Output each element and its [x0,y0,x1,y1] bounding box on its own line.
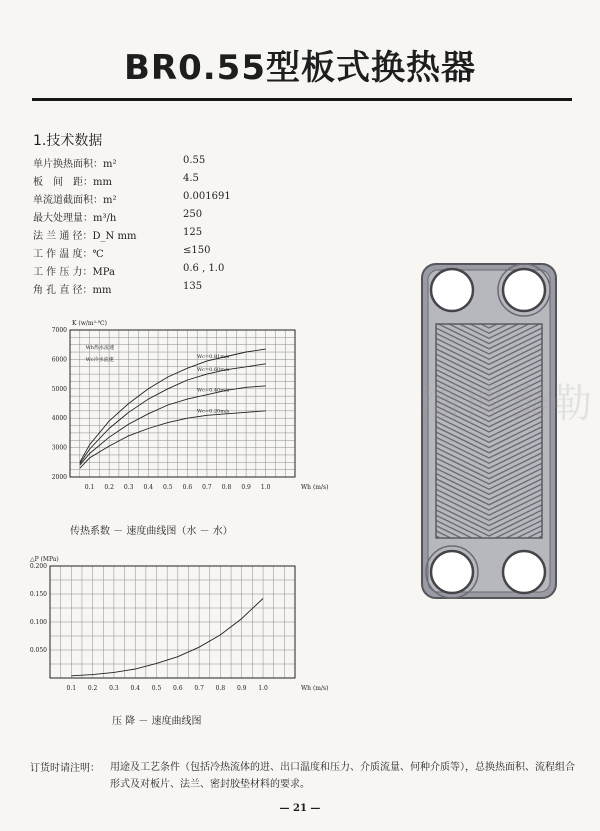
x-tick-label: 1.0 [260,484,271,491]
series-line [80,364,266,464]
series-label: Wc=0.60m/s [196,367,230,374]
y-tick-label: 4000 [51,415,67,423]
y-tick-label: 6000 [51,356,67,364]
chart-grid [70,330,295,477]
y-axis-label: K (w/m²·℃) [72,320,107,327]
x-tick-label: 0.2 [87,685,98,692]
heat-transfer-chart [25,312,335,497]
spec-row-pressure [33,263,333,281]
x-axis-label: Wh (m/s) [301,484,329,491]
x-tick-label: 0.5 [151,685,162,692]
heat-transfer-caption: 传热系数 － 速度曲线图（水 － 水） [70,526,233,537]
legend-entry: Wh热水流速 [85,345,115,352]
x-tick-label: 0.9 [236,685,247,692]
x-tick-label: 0.4 [143,484,154,491]
spec-label: 单片换热面积：m² [33,159,117,170]
spec-label: 工 作 温 度：℃ [33,249,104,260]
x-tick-label: 0.6 [173,685,183,692]
x-tick-label: 0.1 [66,685,77,692]
spec-value: 0.6 , 1.0 [183,263,225,274]
series-label: Wc=0.40m/s [196,387,230,394]
y-tick-label: 0.050 [29,647,47,654]
chart-labels [72,320,328,491]
y-tick-label: 0.100 [29,619,47,626]
spec-row-area [33,155,333,173]
x-tick-label: 0.3 [123,484,134,491]
spec-value: 135 [183,281,203,292]
spec-value: 4.5 [183,173,199,184]
series-label: Wc=0.81m/s [196,353,230,360]
y-tick-label: 0.150 [29,591,47,598]
title-rule [32,98,572,101]
page-number: — 21 — [279,803,321,814]
y-tick-label: 2000 [51,474,67,481]
spec-heading: 1.技术数据 [33,133,103,149]
spec-row-section [33,191,333,209]
y-tick-label: 7000 [51,327,67,334]
chart-ticks [52,327,271,491]
spec-row-temperature [33,245,333,263]
chart-grid [50,566,295,678]
x-tick-label: 0.1 [84,484,95,491]
spec-row-gap [33,173,333,191]
series-line [80,349,266,462]
spec-label: 最大处理量：m³/h [33,213,117,224]
chart-ticks [30,563,268,692]
spec-label: 单流道截面积：m² [33,195,117,206]
x-tick-label: 1.0 [258,685,268,692]
x-tick-label: 0.2 [104,484,114,491]
spec-label: 法 兰 通 径：D_N mm [33,231,137,242]
heat-exchanger-plate-image [418,262,560,600]
spec-label: 板 间 距：mm [33,177,112,188]
x-tick-label: 0.7 [202,484,212,491]
order-note-label: 订货时请注明： [30,763,100,774]
order-note-text: 用途及工艺条件（包括冷热流体的进、出口温度和压力、介质流量、何种介质等），总换热面积、流程组合形式及对板片、法兰、密封胶垫材料的要求。 [110,762,575,790]
y-tick-label: 3000 [51,444,67,452]
series-line [80,411,266,468]
legend-entry: Wc冷水流速 [85,356,114,363]
x-tick-label: 0.3 [109,685,119,692]
spec-value: 0.55 [183,155,206,166]
spec-label: 角 孔 直 径：mm [33,285,112,296]
y-tick-label: 5000 [51,385,67,393]
spec-value: 125 [183,227,203,238]
chart-labels [30,556,328,692]
spec-label: 工 作 压 力：MPa [33,267,116,278]
spec-row-flange [33,227,333,245]
y-tick-label: 0.200 [29,563,47,570]
y-axis-label: △P (MPa) [30,556,59,563]
x-tick-label: 0.4 [130,685,140,692]
spec-value: 0.001691 [183,191,231,202]
x-tick-label: 0.8 [221,484,232,491]
page-title: BR0.55型板式换热器 [124,48,476,88]
x-tick-label: 0.9 [241,484,251,491]
series-label: Wc=0.20m/s [196,408,230,415]
spec-row-port [33,281,333,299]
spec-value: 250 [183,209,203,220]
watermark: 淄博泰勒 [420,381,596,427]
x-tick-label: 0.8 [215,685,226,692]
spec-row-capacity [33,209,333,227]
x-axis-label: Wh (m/s) [301,685,329,692]
pressure-drop-caption: 压 降 － 速度曲线图 [112,716,202,727]
x-tick-label: 0.7 [194,685,204,692]
spec-value: ≤150 [183,245,211,256]
pressure-drop-chart [25,548,335,698]
x-tick-label: 0.6 [182,484,193,491]
x-tick-label: 0.5 [163,484,173,491]
